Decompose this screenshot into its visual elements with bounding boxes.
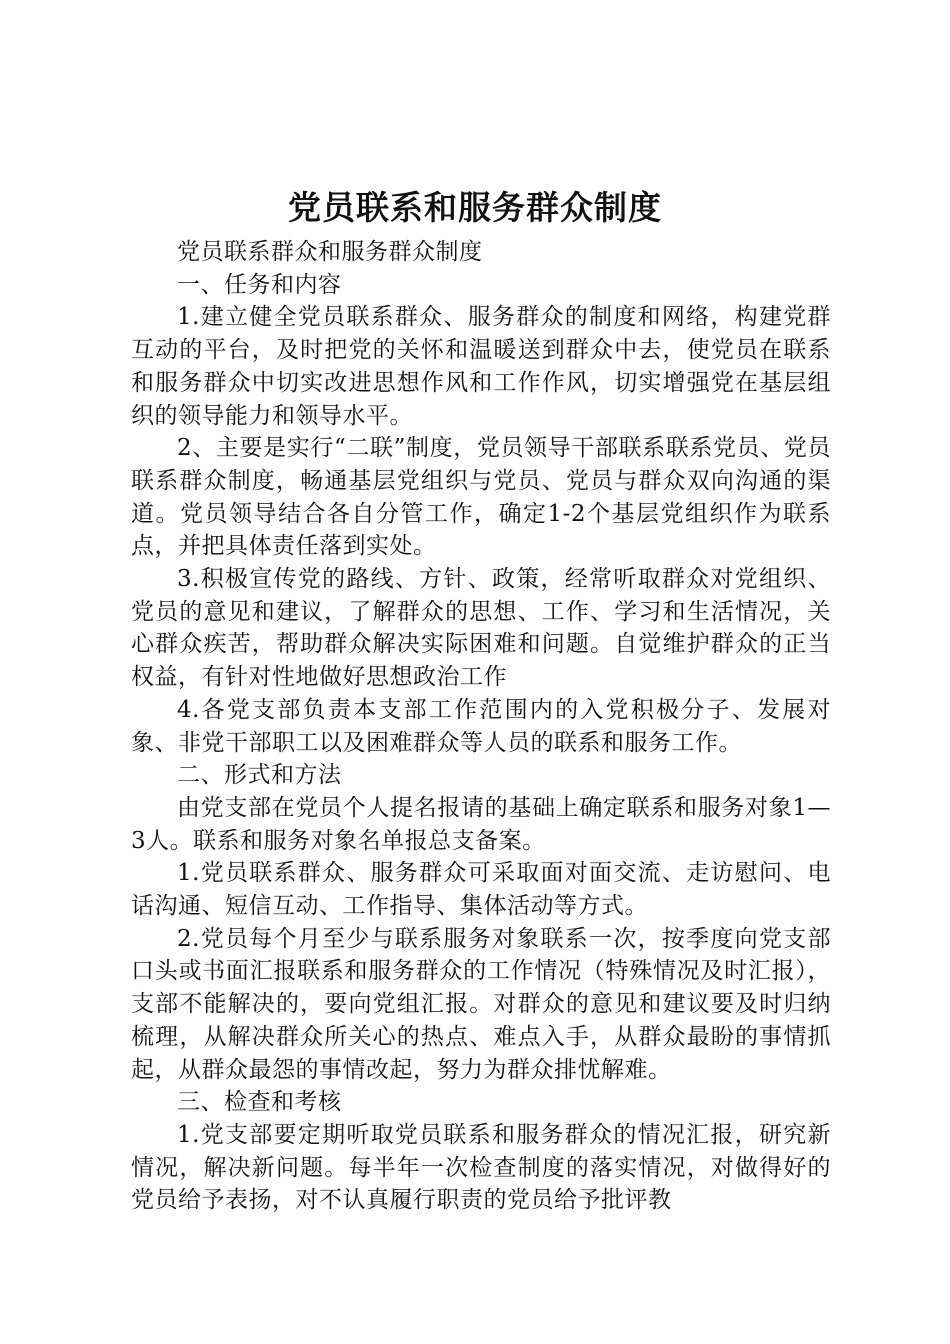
section-heading-methods: 二、形式和方法 [177,762,342,789]
paragraph: 3.积极宣传党的路线、方针、政策，经常听取群众对党组织、党员的意见和建议，了解群众的思想、工作、学习和生活情况，关心群众疾苦，帮助群众解决实际困难和问题。自觉维护群众的正当权益，有针对性地做好思想政治工作 [131,566,831,691]
paragraph-subtitle: 党员联系群众和服务群众制度 [177,239,483,265]
paragraph: 2.党员每个月至少与联系服务对象联系一次，按季度向党支部口头或书面汇报联系和服务群众的工作情况（特殊情况及时汇报），支部不能解决的，要向党组汇报。对群众的意见和建议要及时归纳梳理，从解决群众所关心的热点、难点入手，从群众最盼的事情抓起，从群众最怨的事情改起，努力为群众排忧解难。 [131,925,831,1083]
paragraph: 1.党支部要定期听取党员联系和服务群众的情况汇报，研究新情况，解决新问题。每半年一次检查制度的落实情况，对做得好的党员给予表扬，对不认真履行职责的党员给予批评教 [131,1121,831,1214]
section-heading-review: 三、检查和考核 [177,1089,342,1116]
section-heading-tasks: 一、任务和内容 [177,271,342,298]
paragraph: 1.党员联系群众、服务群众可采取面对面交流、走访慰问、电话沟通、短信互动、工作指导、集体活动等方式。 [131,860,831,920]
document-title: 党员联系和服务群众制度 [288,188,662,227]
paragraph: 2、主要是实行“二联”制度，党员领导干部联系联系党员、党员联系群众制度，畅通基层党组织与党员、党员与群众双向沟通的渠道。党员领导结合各自分管工作，确定1-2个基层党组织作为联系点，并把具体责任落到实处。 [131,435,831,560]
paragraph: 4.各党支部负责本支部工作范围内的入党积极分子、发展对象、非党干部职工以及困难群众等人员的联系和服务工作。 [131,696,831,756]
paragraph: 1.建立健全党员联系群众、服务群众的制度和网络，构建党群互动的平台，及时把党的关怀和温暖送到群众中去，使党员在联系和服务群众中切实改进思想作风和工作作风，切实增强党在基层组织的领导能力和领导水平。 [131,304,831,429]
document-body [131,236,831,1217]
paragraph: 由党支部在党员个人提名报请的基础上确定联系和服务对象1—3人。联系和服务对象名单报总支备案。 [131,794,831,854]
